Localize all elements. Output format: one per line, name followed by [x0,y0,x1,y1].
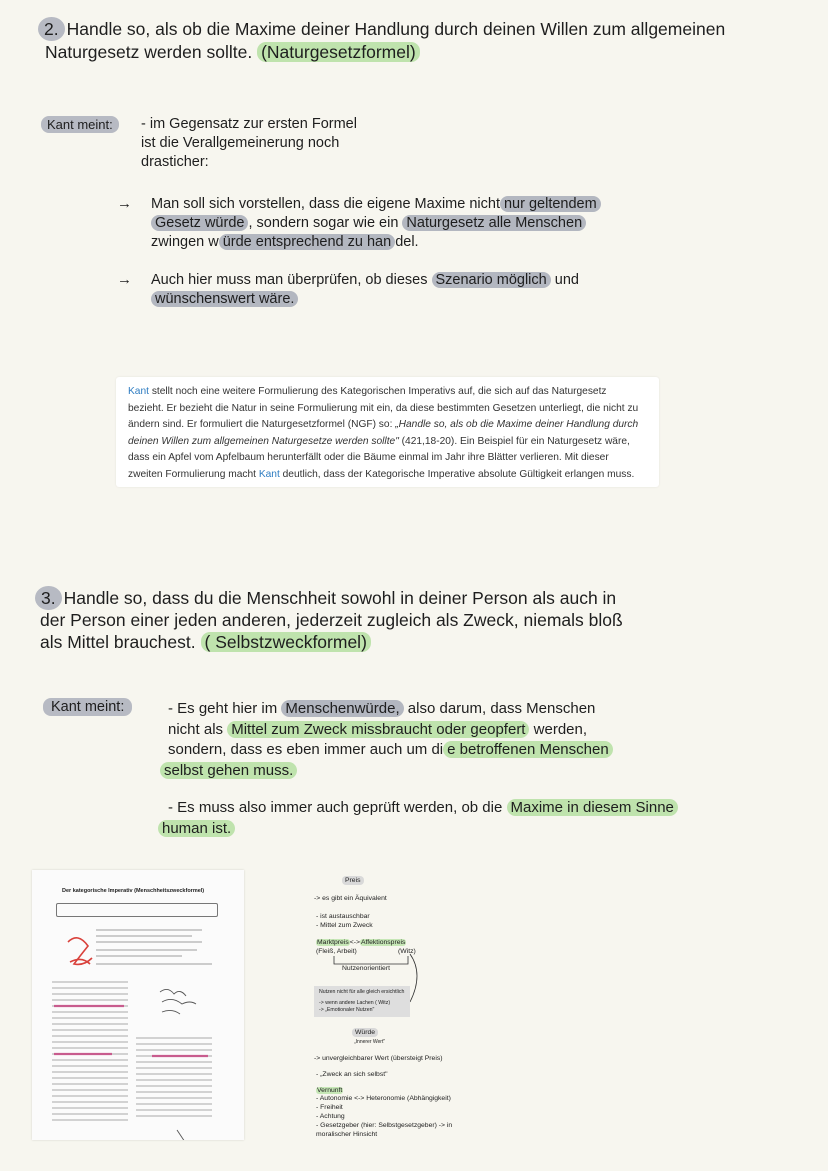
scanned-worksheet [32,870,244,1140]
kant-label-1: Kant meint: [41,116,119,134]
section2-number: 2. [38,17,65,41]
quote-box: Kant stellt noch eine weitere Formulierung des Kategorischen Imperativs auf, die sich auf das Naturgesetz bezieht. Er bezieht die Natur in seine Formulierung mit ein, da diese bestimmten Gesetzen unterliegt, die nicht zu ändern sind. Er formuliert die Naturgesetzformel (NGF) so: „Handle so, als ob die Maxime deiner Handlung durch deinen Willen zum allgemeinen Naturgesetze werden sollte" (421,18-20). Ein Beispiel für ein Naturgesetz wäre, dass ein Apfel vom Apfelbaum herunterfällt oder die Bäume einmal im Jahr ihre Blätter verlieren. Mit dieser zweiten Formulierung macht Kant deutlich, dass der Kategorische Imperative absolute Gültigkeit erlangen muss. [116,377,659,487]
kant-label-2: Kant meint: [43,698,132,716]
preis-label: Preis [342,876,364,885]
section2-title: 2. Handle so, als ob die Maxime deiner Handlung durch deinen Willen zum allgemeinen [38,18,818,40]
arrow-icon: → [117,195,132,212]
nutzen-box: Nutzen nicht für alle gleich ersichtlich -> wenn andere Lachen ( Witz) -> „Emotionaler Nutzen" [314,986,410,1017]
arrow-icon: → [117,271,132,288]
section2-title-line2: Naturgesetz werden sollte. (Naturgesetzformel) [45,41,420,63]
section3-number: 3. [35,586,62,610]
formula-name-szf: ( Selbstzweckformel) [201,632,371,652]
worksheet-scribbles [32,870,244,1140]
section2-point1: Man soll sich vorstellen, dass die eigene Maxime nicht nur geltendem Gesetz würde , sondern sogar wie ein Naturgesetz alle Menschen zwingen w ürde entsprechend zu han del. [151,195,711,252]
section3-title: 3. Handle so, dass du die Menschheit sowohl in deiner Person als auch in der Person einer jeden anderen, jederzeit zugleich als Zweck, niemals bloß als Mittel brauchest. ( Selbstzweckformel) [35,587,815,653]
wuerde-label: Würde [352,1028,378,1037]
section2-point2: Auch hier muss man überprüfen, ob dieses Szenario möglich und wünschenswert wäre. [151,272,579,307]
section3-bullet2: - Es muss also immer auch geprüft werden, ob die Maxime in diesem Sinne human ist. [168,798,788,839]
nutzen-label: Nutzenorientiert [342,965,390,972]
section3-bullet1: - Es geht hier im Menschenwürde, also darum, dass Menschen nicht als Mittel zum Zweck missbraucht oder geopfert werden, sondern, dass es eben immer auch um di e betroffenen Menschen selbst gehen muss. [168,699,788,781]
section2-intro: - im Gegensatz zur ersten Formel ist die Verallgemeinerung noch drasticher: [141,116,357,170]
worksheet-title: Der kategorische Imperativ (Menschheitszweckformel) [62,888,205,894]
formula-name-ngf: (Naturgesetzformel) [257,42,420,62]
notes-panel: Preis -> es gibt ein Äquivalent - ist austauschbar - Mittel zum Zweck Marktpreis<->Affektionspreis (Fleiß, Arbeit) (Witz) Nutzenorientiert Nutzen nicht für alle gleich ersichtlich -> wenn andere Lachen ( Witz) -> „Emotionaler Nutzen" Würde „Innerer Wert" -> unvergleichbarer Wert (übersteigt Preis) - „Zweck an sich selbst" Vernunft - Autonomie <-> Heteronomie (Abhängigkeit) - Freiheit - Achtung - Gesetzgeber (hier: Selbstgesetzgeber) -> in moralischer Hinsicht [314,877,453,1138]
